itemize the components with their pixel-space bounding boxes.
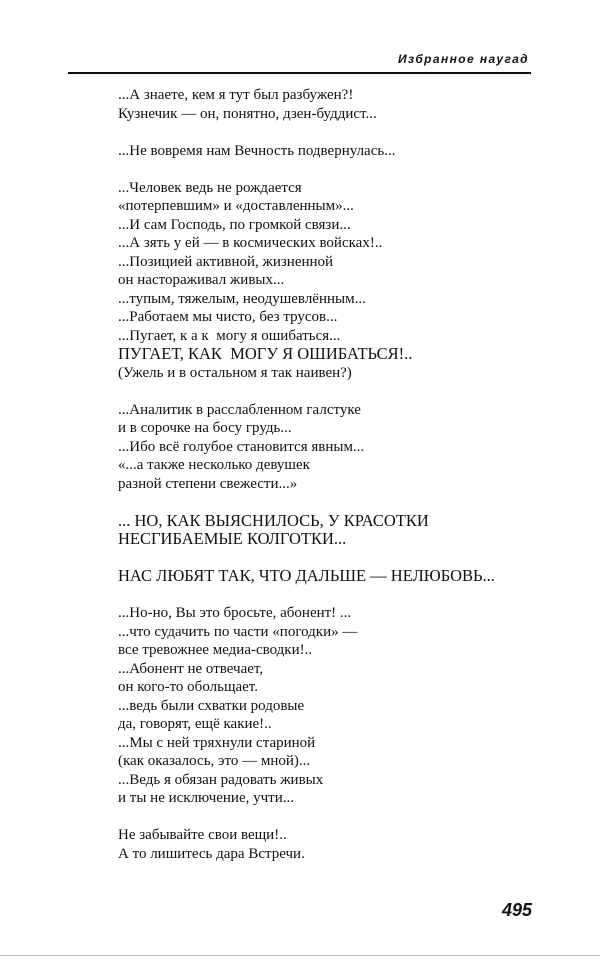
poem-line: ...Позицией активной, жизненной [118, 253, 334, 270]
running-title: Избранное наугад [397, 52, 529, 66]
poem-line: ...Мы с ней тряхнули стариной [118, 734, 316, 751]
stanza [118, 142, 548, 161]
poem-line: Кузнечик — он, понятно, дзен-буддист... [118, 105, 377, 122]
poem-line: ...И сам Господь, по громкой связи... [118, 216, 351, 233]
poem-line: и ты не исключение, учти... [118, 790, 294, 806]
stanza [118, 512, 548, 549]
poem-line: «потерпевшим» и «доставленным»... [118, 198, 354, 214]
poem-line: (как оказалось, это — мной)... [118, 753, 311, 769]
poem-line: ...Работаем мы чисто, без трусов... [118, 309, 338, 325]
poem-line: да, говорят, ещё какие!.. [118, 716, 272, 732]
poem-line: разной степени свежести...» [118, 475, 298, 492]
poem-line: ...Пугает, к а к могу я ошибаться... [118, 327, 341, 344]
poem-line: ...Но-но, Вы это бросьте, абонент! ... [118, 605, 352, 621]
stanza [118, 604, 548, 808]
poem-line: ...Ведь я обязан радовать живых [118, 771, 324, 788]
poem-line: ...тупым, тяжелым, неодушевлённым... [118, 290, 366, 307]
poem-line: ...Человек ведь не рождается [118, 179, 302, 196]
poem-line-caps: НАС ЛЮБЯТ ТАК, ЧТО ДАЛЬШЕ — НЕЛЮБОВЬ... [118, 566, 495, 585]
poem-line: А то лишитесь дара Встречи. [118, 845, 305, 862]
poem-line: ...Ибо всё голубое становится явным... [118, 438, 365, 455]
poem-line-caps: ПУГАЕТ, КАК МОГУ Я ОШИБАТЬСЯ!.. [118, 344, 413, 363]
poem-line: ...Абонент не отвечает, [118, 660, 264, 677]
poem-line: ...Аналитик в расслабленном галстуке [118, 401, 361, 418]
stanza [118, 401, 548, 494]
stanza [118, 179, 548, 383]
poem-line: ...что судачить по части «погодки» — [118, 623, 358, 640]
poem-line: он настораживал живых... [118, 272, 285, 288]
scan-edge-divider [0, 955, 600, 956]
poem-line: ...А знаете, кем я тут был разбужен?! [118, 87, 354, 103]
stanza [118, 86, 548, 123]
poem-line: (Ужель и в остальном я так наивен?) [118, 364, 352, 381]
poem-line-caps: НЕСГИБАЕМЫЕ КОЛГОТКИ... [118, 529, 347, 548]
poem-line: ...А зять у ей — в космических войсках!.. [118, 235, 383, 251]
stanza [118, 826, 548, 863]
poem-line: «...а также несколько девушек [118, 457, 310, 473]
poem-body [118, 86, 548, 882]
poem-line: он кого-то обольщает. [118, 679, 258, 695]
poem-line: Не забывайте свои вещи!.. [118, 827, 287, 843]
poem-line-caps: ... НО, КАК ВЫЯСНИЛОСЬ, У КРАСОТКИ [118, 510, 429, 530]
poem-line: все тревожнее медиа-сводки!.. [118, 642, 313, 658]
poem-line: ...ведь были схватки родовые [118, 697, 305, 714]
page-number: 495 [501, 900, 532, 920]
poem-line: ...Не вовремя нам Вечность подвернулась... [118, 142, 396, 159]
poem-line: и в сорочке на босу грудь... [118, 420, 292, 436]
page-header [68, 52, 531, 74]
stanza [118, 567, 548, 586]
